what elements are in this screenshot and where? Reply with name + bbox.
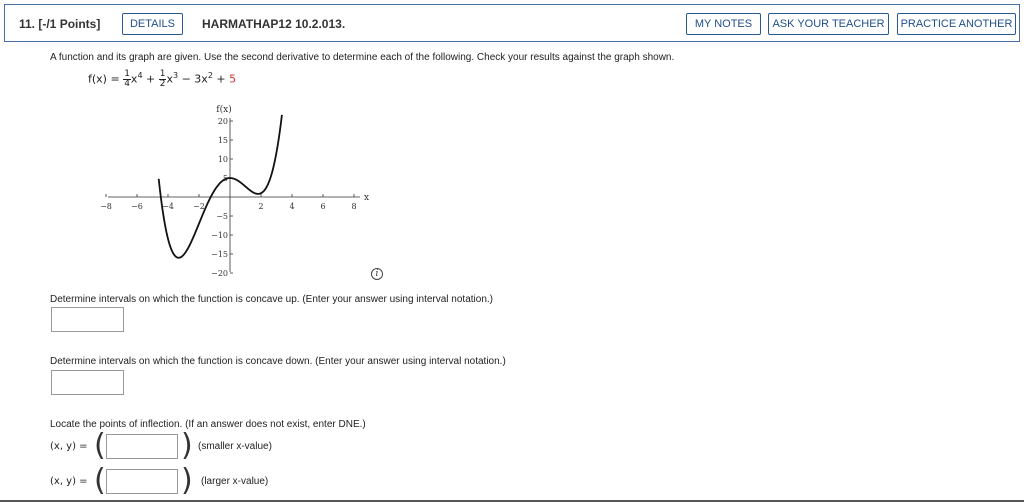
formula-constant: 5 [229, 72, 237, 86]
concave-down-question: Determine intervals on which the function is concave down. (Enter your answer using interval notation.) [50, 356, 506, 367]
x-tick-label: 8 [351, 202, 357, 211]
concave-up-question: Determine intervals on which the function is concave up. (Enter your answer using interval notation.) [50, 294, 494, 305]
bottom-divider [0, 500, 1024, 502]
problem-code: HARMATHAP12 10.2.013. [202, 17, 346, 31]
fraction-one-fourth: $\frac{1}{4}$ [124, 69, 130, 89]
x-tick-label: 2 [258, 202, 264, 211]
details-button[interactable]: DETAILS [122, 13, 183, 35]
x-tick-label: −6 [131, 202, 143, 211]
info-icon[interactable]: i [371, 268, 383, 280]
x-tick-label: −4 [162, 202, 174, 211]
y-tick-label: −10 [211, 231, 228, 240]
formula-lhs: f(x) = [88, 72, 120, 86]
x-tick-label: 4 [289, 202, 295, 211]
inflection-question: Locate the points of inflection. (If an answer does not exist, enter DNE.) [50, 419, 366, 430]
inflection-smaller-input[interactable] [106, 434, 178, 459]
problem-prompt: A function and its graph are given. Use the second derivative to determine each of the following. Check your results against the graph shown. [50, 52, 675, 63]
xy-label-larger: (x, y) = [50, 476, 88, 487]
function-graph [100, 100, 370, 280]
x-tick-label: −2 [193, 202, 205, 211]
y-tick-label: −15 [211, 250, 228, 259]
x-ticks [100, 194, 356, 211]
function-formula: f(x) = $\frac{1}{4}$ $x^4$ + $\frac{1}{2}$ $x^3 - 3x^2 + 5$ [88, 69, 237, 89]
y-tick-label: −20 [211, 269, 228, 278]
smaller-x-note: (smaller x-value) [198, 441, 272, 452]
my-notes-button[interactable]: MY NOTES [686, 13, 761, 35]
graph-y-label: f(x) [216, 105, 232, 115]
graph-x-label: x [364, 193, 370, 203]
x-tick-label: −8 [100, 202, 112, 211]
y-tick-label: −5 [216, 212, 228, 221]
open-paren-smaller: ( [94, 428, 106, 463]
close-paren-larger: ) [181, 463, 193, 498]
larger-x-note: (larger x-value) [201, 476, 269, 487]
ask-teacher-button[interactable]: ASK YOUR TEACHER [768, 13, 889, 35]
x-tick-label: 6 [320, 202, 326, 211]
open-paren-larger: ( [94, 463, 106, 498]
xy-label-smaller: (x, y) = [50, 441, 88, 452]
close-paren-smaller: ) [181, 428, 193, 463]
y-tick-label: 5 [222, 174, 228, 183]
question-header [4, 4, 1020, 42]
practice-another-button[interactable]: PRACTICE ANOTHER [897, 13, 1016, 35]
fraction-one-half: $\frac{1}{2}$ [159, 69, 166, 89]
y-tick-label: 15 [217, 136, 228, 145]
concave-down-input[interactable] [51, 370, 124, 395]
y-tick-label: 20 [217, 117, 228, 126]
y-tick-label: 10 [217, 155, 228, 164]
inflection-larger-input[interactable] [106, 469, 178, 494]
concave-up-input[interactable] [51, 307, 124, 332]
question-number: 11. [-/1 Points] [19, 17, 101, 31]
